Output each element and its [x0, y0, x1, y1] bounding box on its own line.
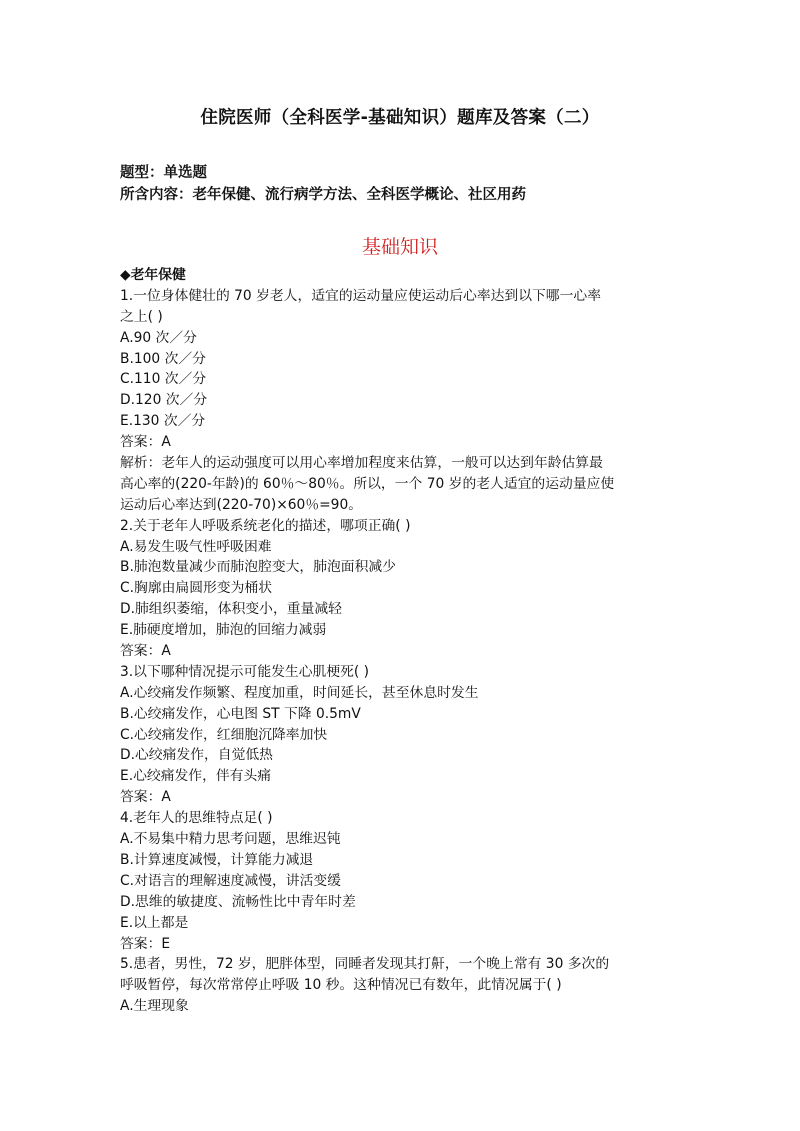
text-line: A.易发生吸气性呼吸困难 — [120, 538, 272, 555]
text-line: B.心绞痛发作，心电图 ST 下降 0.5mV — [120, 705, 361, 722]
text-line: C.对语言的理解速度减慢，讲活变缓 — [120, 872, 341, 889]
text-line: E.以上都是 — [120, 914, 189, 931]
text-line: 呼吸暂停，每次常常停止呼吸 10 秒。这种情况已有数年，此情况属于( ) — [120, 977, 562, 994]
text-line: B.计算速度减慢，计算能力减退 — [120, 851, 314, 868]
text-line: 2.关于老年人呼吸系统老化的描述，哪项正确( ) — [120, 517, 411, 534]
text-line: D.肺组织萎缩，体积变小，重量减轻 — [120, 601, 342, 618]
answer-line: 答案：A — [120, 643, 171, 660]
text-line: 5.患者，男性，72 岁，肥胖体型，同睡者发现其打鼾，一个晚上常有 30 多次的 — [120, 956, 610, 973]
text-line: A.生理现象 — [120, 998, 189, 1015]
text-line: E.130 次／分 — [120, 413, 206, 430]
text-line: B.100 次／分 — [120, 350, 206, 367]
section-heading: 基础知识 — [361, 236, 438, 258]
text-line: A.90 次／分 — [120, 329, 197, 346]
text-line: C.110 次／分 — [120, 371, 207, 388]
text-line: 运动后心率达到(220-70)×60％=90。 — [120, 496, 363, 513]
text-line: D.心绞痛发作，自觉低热 — [120, 747, 273, 764]
question-body — [120, 265, 685, 1017]
text-line: D.120 次／分 — [120, 392, 208, 409]
answer-line: 答案：A — [120, 789, 171, 806]
text-line: 3.以下哪种情况提示可能发生心肌梗死( ) — [120, 663, 370, 680]
text-line: E.心绞痛发作，伴有头痛 — [120, 768, 272, 785]
text-line: 之上( ) — [120, 308, 163, 325]
text-line: C.心绞痛发作，红细胞沉降率加快 — [120, 726, 328, 743]
answer-line: 答案：E — [120, 935, 171, 952]
text-line: 解析：老年人的运动强度可以用心率增加程度来估算，一般可以达到年龄估算最 — [120, 455, 603, 472]
category-heading: ◆老年保健 — [120, 267, 186, 283]
text-line: C.胸廓由扁圆形变为桶状 — [120, 580, 272, 597]
text-line: D.思维的敏捷度、流畅性比中青年时差 — [120, 893, 356, 910]
question-type: 题型：单选题 — [120, 165, 207, 181]
text-line: 1.一位身体健壮的 70 岁老人，适宜的运动量应使运动后心率达到以下哪一心率 — [120, 287, 601, 304]
text-line: B.肺泡数量减少而肺泡腔变大，肺泡面积减少 — [120, 559, 396, 576]
text-line: E.肺硬度增加，肺泡的回缩力减弱 — [120, 622, 327, 639]
answer-line: 答案：A — [120, 434, 171, 451]
text-line: A.不易集中精力思考问题，思维迟钝 — [120, 831, 341, 848]
document-title: 住院医师（全科医学-基础知识）题库及答案（二） — [200, 108, 600, 128]
text-line: 4.老年人的思维特点足( ) — [120, 810, 273, 827]
text-line: A.心绞痛发作频繁、程度加重，时间延长，甚至休息时发生 — [120, 684, 479, 701]
contents-line: 所含内容：老年保健、流行病学方法、全科医学概论、社区用药 — [120, 187, 526, 203]
text-line: 高心率的(220-年龄)的 60％～80％。所以，一个 70 岁的老人适宜的运动量应使 — [120, 475, 615, 492]
